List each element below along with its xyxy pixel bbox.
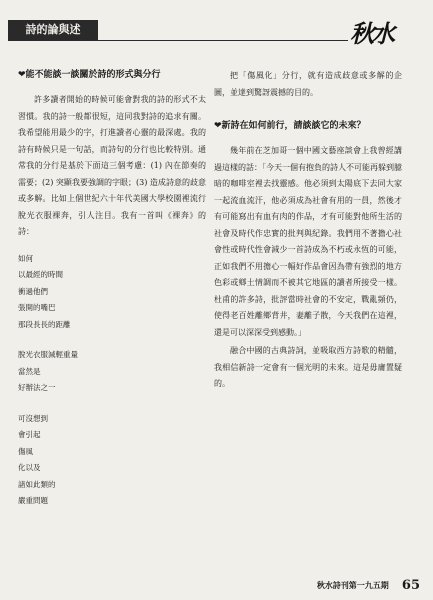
answer-paragraph-conclusion: 融合中國的古典詩詞，並吸取西方詩歌的精髓，我相信新詩一定會有一個光明的未來。這是毋庸置疑的。 — [214, 346, 402, 388]
answer-paragraph-form: 許多讀者開始的時候可能會對我的詩的形式不太習慣。我的詩一般都很短，這同我對詩的追求有關。我希望能用最少的字，打進讀者心靈的最深處。我的詩有時候只是一句話，而詩句的分行也比較特別。通常我的分行是基於下面這三個考慮：(1) 內在節奏的需要；(2) 突顯我要強調的字眼；(3) 造成詩意的歧意或多解。比如上個世紀六十年代美國大學校園裡流行脫光衣服裸奔，引人注目。我有一首叫《裸奔》的詩： — [18, 95, 206, 236]
stanza-break — [18, 333, 206, 347]
poem-line: 會引起 — [18, 430, 41, 439]
poem-line: 脫光衣服減輕重量 — [18, 350, 78, 359]
poem-line: 可沒想到 — [18, 413, 48, 423]
poem-naked-run — [18, 251, 206, 510]
poem-line: 化以及 — [18, 463, 41, 472]
question-heading-future: ❤新詩在如何前行，請談談它的未來？ — [214, 121, 366, 131]
issue-label: 秋水詩刊第一九五期 — [316, 580, 389, 590]
stanza-break — [18, 397, 206, 411]
poem-line: 諸如此類的 — [18, 479, 56, 489]
poem-line: 張開的嘴巴 — [18, 303, 56, 312]
poem-line: 嚴重問題 — [18, 496, 48, 505]
poem-line: 傷風 — [18, 446, 33, 456]
section-header — [8, 20, 348, 41]
page-footer — [240, 575, 420, 594]
page-number: 65 — [401, 578, 420, 593]
section-label: 詩的論與述 — [8, 20, 98, 40]
answer-paragraph-continued: 把「傷風化」分行，就有造成歧意或多解的企圖，並達到驚訝震撼的目的。 — [214, 71, 402, 97]
answer-paragraph-future: 幾年前在芝加哥一個中國文藝座談會上我曾經講過這樣的話：「今天一個有抱負的詩人不可能再躲到臆暗的咖啡室裡去找靈感。他必須到太陽底下去同大家一起流血流汗，他必須成為社會有用的一員，然後才有可能寫出有血有肉的作品，才有可能對他所生活的社會及時代作忠實的批判與紀錄。我們用不著擔心社會性或時代性會減少一首詩成為不朽或永恆的可能，正如我們不用擔心一幅好作品會因為帶有強烈的地方色彩或鄉土情調而不被其它地區的讀者所接受一樣。杜甫的許多詩，批評當時社會的不安定，戰亂頻仍，使得老百姓離鄉背井，妻離子散，今天我們在這裡，還是可以深深受到感動。」 — [214, 146, 402, 337]
question-heading-form: ❤能不能談一談關於詩的形式與分行 — [18, 70, 161, 80]
poem-line: 當然是 — [18, 366, 41, 376]
right-column — [214, 68, 402, 393]
poem-line: 好辦法之一 — [18, 383, 56, 392]
left-column — [18, 68, 206, 510]
poem-line: 如何 — [18, 253, 33, 263]
magazine-logo: 秋水 — [350, 19, 392, 48]
poem-line: 衝過他們 — [18, 286, 48, 296]
poem-line: 那段長長的距離 — [18, 319, 71, 329]
poem-line: 以最經的時間 — [18, 270, 63, 279]
